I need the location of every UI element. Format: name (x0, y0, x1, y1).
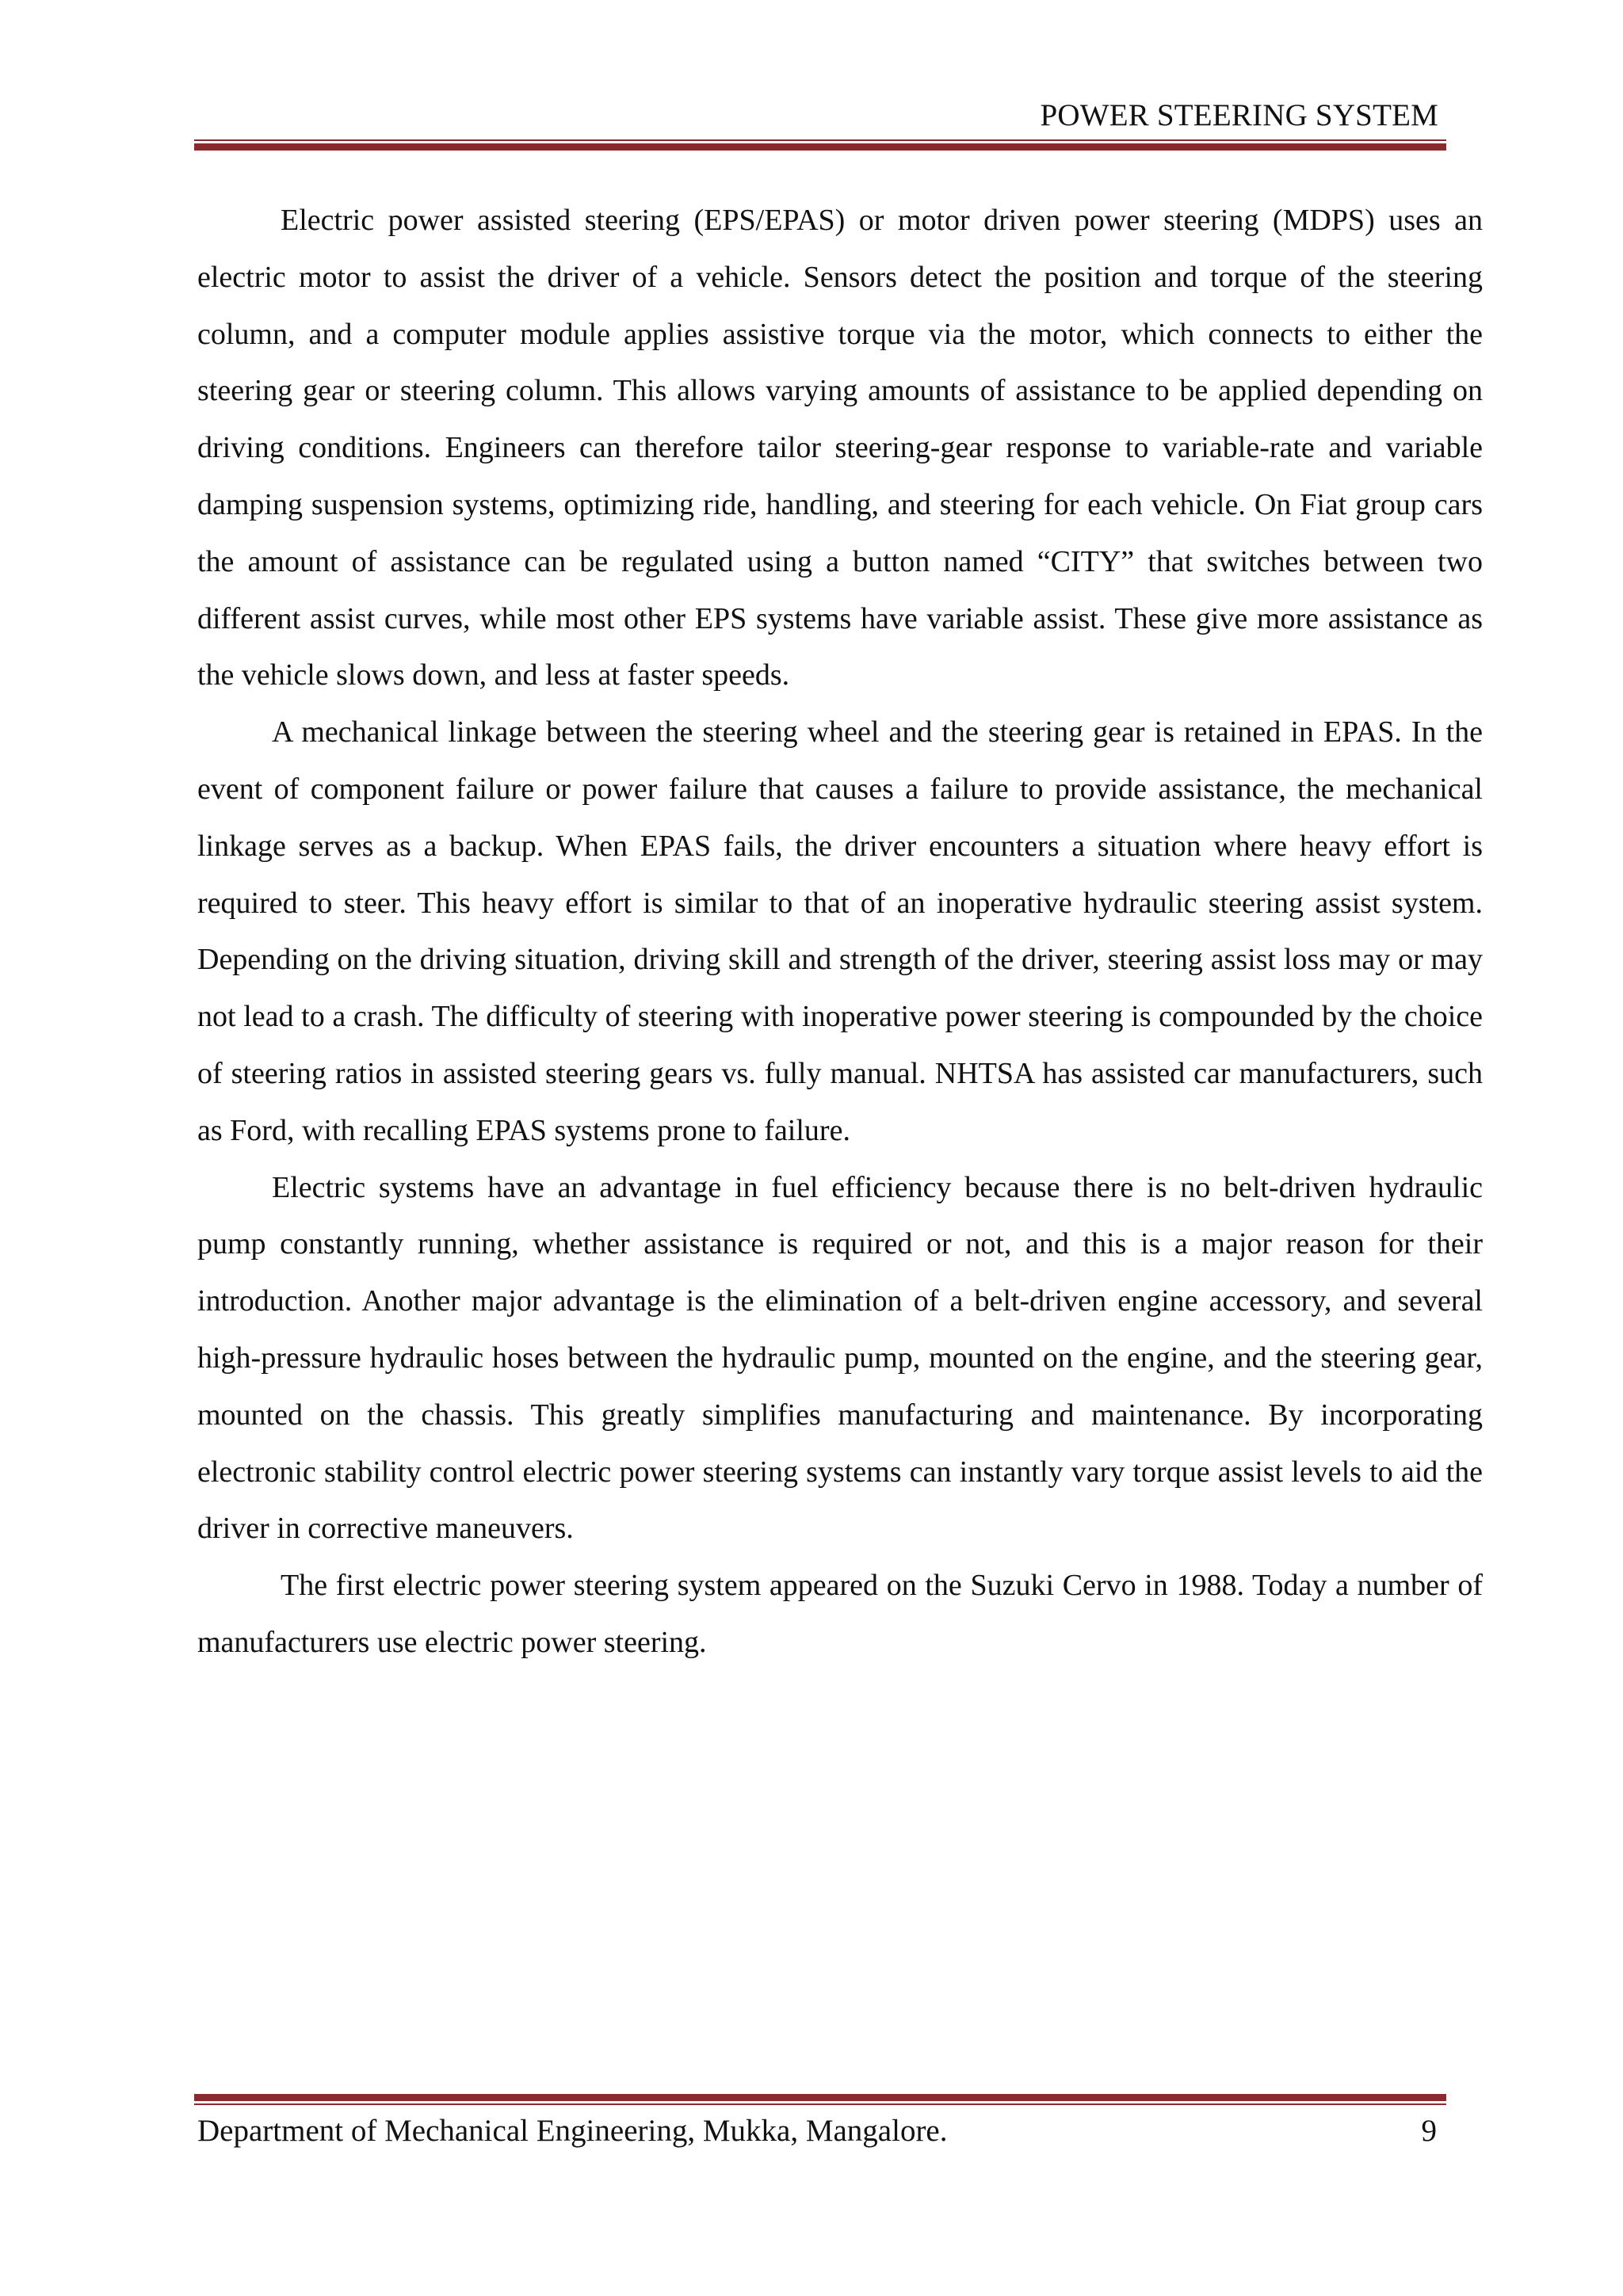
document-body (197, 193, 1483, 1672)
body-paragraph-2: A mechanical linkage between the steering wheel and the steering gear is retained in EPAS. In the event of component failure or power failure that causes a failure to provide assistance, the mechanical linkage serves as a backup. When EPAS fails, the driver encounters a situation where heavy effort is required to steer. This heavy effort is similar to that of an inoperative hydraulic steering assist system. Depending on the driving situation, driving skill and strength of the driver, steering assist loss may or may not lead to a crash. The difficulty of steering with inoperative power steering is compounded by the choice of steering ratios in assisted steering gears vs. fully manual. NHTSA has assisted car manufacturers, such as Ford, with recalling EPAS systems prone to failure. (197, 715, 1483, 1147)
body-paragraph-4: The first electric power steering system appeared on the Suzuki Cervo in 1988. Today a number of manufacturers use electric power steering. (197, 1569, 1483, 1659)
body-paragraph-3: Electric systems have an advantage in fuel efficiency because there is no belt-driven hydraulic pump constantly running, whether assistance is required or not, and this is a major reason for their introduction. Another major advantage is the elimination of a belt-driven engine accessory, and several high-pressure hydraulic hoses between the hydraulic pump, mounted on the engine, and the steering gear, mounted on the chassis. This greatly simplifies manufacturing and maintenance. By incorporating electronic stability control electric power steering systems can instantly vary torque assist levels to aid the driver in corrective maneuvers. (197, 1170, 1483, 1546)
page-header-title: POWER STEERING SYSTEM (1040, 98, 1438, 132)
footer-department: Department of Mechanical Engineering, Mukka, Mangalore. (197, 2114, 948, 2148)
body-paragraph-1: Electric power assisted steering (EPS/EPAS) or motor driven power steering (MDPS) uses an electric motor to assist the driver of a vehicle. Sensors detect the position and torque of the steering column, and a computer module applies assistive torque via the motor, which connects to either the steering gear or steering column. This allows varying amounts of assistance to be applied depending on driving conditions. Engineers can therefore tailor steering-gear response to variable-rate and variable damping suspension systems, optimizing ride, handling, and steering for each vehicle. On Fiat group cars the amount of assistance can be regulated using a button named “CITY” that switches between two different assist curves, while most other EPS systems have variable assist. These give more assistance as the vehicle slows down, and less at faster speeds. (197, 204, 1483, 692)
header-divider (194, 139, 1446, 151)
footer-divider (194, 2094, 1446, 2105)
page-number: 9 (1421, 2114, 1437, 2148)
